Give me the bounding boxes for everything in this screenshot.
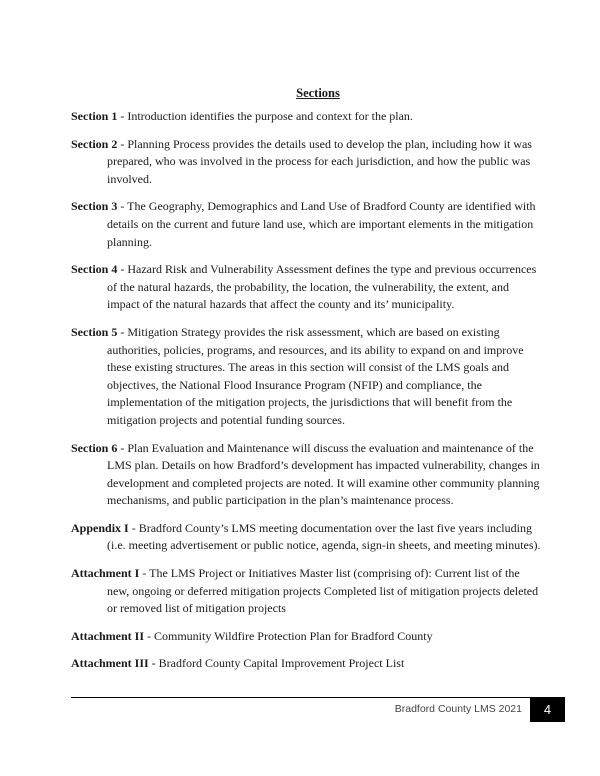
entry-text: - The LMS Project or Initiatives Master list (comprising of): Current list of the new, ongoing or deferred mitigation projects Completed list of mitigation projects deleted or removed list of mitigation projects	[107, 566, 539, 616]
entry-label: Section 5	[71, 324, 118, 339]
section-5-entry	[71, 324, 543, 430]
entry-text: - The Geography, Demographics and Land Use of Bradford County are identified with details on the current and future land use, which are important elements in the mitigation planning.	[107, 199, 536, 249]
entry-label: Section 3	[71, 199, 118, 214]
section-3-entry	[71, 198, 543, 251]
entry-text: - Introduction identifies the purpose and context for the plan.	[117, 109, 413, 123]
entry-text: - Mitigation Strategy provides the risk assessment, which are based on existing authorities, policies, programs, and resources, and its ability to expand on and improve these existing structures. The areas in this section will consist of the LMS goals and objectives, the National Flood Insurance Program (NFIP) and compliance, the implementation of the mitigation projects, the jurisdictions that will benefit from the mitigation projects and potential funding sources.	[107, 324, 524, 427]
entry-label: Section 4	[71, 262, 118, 277]
entry-text: - Hazard Risk and Vulnerability Assessment defines the type and previous occurrences of the natural hazards, the probability, the location, the vulnerability, the extent, and impact of the natural hazards that affect the county and its’ municipality.	[107, 262, 537, 312]
page-title: Sections	[296, 86, 340, 100]
entry-text: - Planning Process provides the details used to develop the plan, including how it was prepared, who was involved in the process for each jurisdiction, and how the public was involved.	[107, 136, 532, 186]
section-4-entry	[71, 261, 543, 314]
section-6-entry	[71, 440, 543, 510]
entry-text: - Plan Evaluation and Maintenance will discuss the evaluation and maintenance of the LMS plan. Details on how Bradford’s development has impacted vulnerability, changes in development and completed projects are noted. It will examine other community planning mechanisms, and public participation in the plan’s maintenance process.	[107, 440, 540, 508]
entry-label: Section 1	[71, 109, 118, 123]
footer-divider	[71, 697, 530, 698]
entry-label: Section 2	[71, 136, 118, 151]
footer-text: Bradford County LMS 2021	[394, 703, 522, 715]
attachment-3-entry	[71, 655, 543, 673]
entry-label: Attachment III	[71, 656, 149, 671]
appendix-1-entry	[71, 520, 543, 555]
entry-text: - Community Wildfire Protection Plan for Bradford County	[144, 628, 433, 643]
entry-text: - Bradford County’s LMS meeting documentation over the last five years including (i.e. meeting advertisement or public notice, agenda, sign-in sheets, and meeting minutes).	[107, 520, 541, 553]
entry-label: Attachment II	[71, 628, 144, 643]
attachment-2-entry	[71, 628, 543, 646]
sections-list	[71, 108, 543, 683]
section-1-entry	[71, 108, 543, 126]
section-2-entry	[71, 136, 543, 189]
entry-label: Attachment I	[71, 566, 140, 581]
entry-label: Section 6	[71, 440, 118, 455]
entry-text: - Bradford County Capital Improvement Project List	[148, 656, 405, 671]
attachment-1-entry	[71, 565, 543, 618]
page-number: 4	[530, 697, 565, 722]
entry-label: Appendix I	[71, 520, 129, 535]
